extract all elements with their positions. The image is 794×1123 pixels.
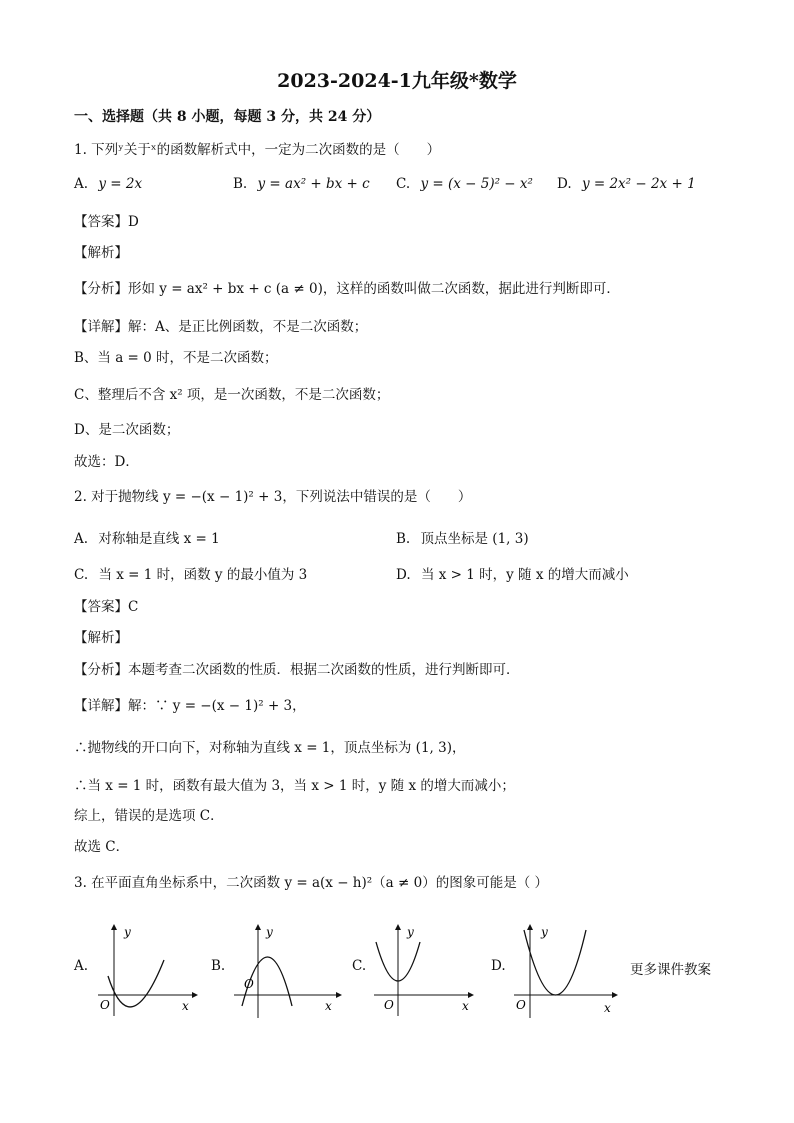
q1-detail-4: D、是二次函数； bbox=[74, 422, 180, 438]
q3-graph-a-letter: A. bbox=[74, 958, 89, 974]
origin-label: O bbox=[244, 977, 254, 991]
q1-answer: 【答案】D bbox=[74, 214, 139, 230]
q2-stem: 2. 对于抛物线 y = −(x − 1)² + 3，下列说法中错误的是（ ） bbox=[74, 489, 472, 505]
option-text: y = (x − 5)² − x² bbox=[420, 176, 533, 192]
option-text: 当 x > 1 时，y 随 x 的增大而减小 bbox=[420, 567, 629, 583]
option-text: 对称轴是直线 x = 1 bbox=[98, 531, 220, 547]
q3-graph-d bbox=[508, 920, 623, 1020]
q3-graph-c bbox=[370, 920, 480, 1020]
origin-label: O bbox=[384, 998, 394, 1012]
q1-stem: 1. 下列ʸ关于ˣ的函数解析式中，一定为二次函数的是（ ） bbox=[74, 142, 441, 158]
q2-detail-2: ∴抛物线的开口向下，对称轴为直线 x = 1，顶点坐标为 (1, 3)， bbox=[74, 740, 466, 756]
y-axis-arrow bbox=[527, 924, 533, 930]
q2-answer: 【答案】C bbox=[74, 599, 139, 615]
option-text: y = 2x² − 2x + 1 bbox=[581, 176, 696, 192]
x-axis-arrow bbox=[468, 992, 474, 998]
x-axis-arrow bbox=[612, 992, 618, 998]
q3-graph-b-letter: B. bbox=[211, 958, 226, 974]
option-text: y = 2x bbox=[98, 176, 143, 192]
y-axis-arrow bbox=[255, 924, 261, 930]
q3-graph-a bbox=[92, 920, 202, 1020]
q2-detail-4: 综上，错误的是选项 C． bbox=[74, 808, 224, 824]
q2-detail-3: ∴当 x = 1 时，函数有最大值为 3，当 x > 1 时，y 随 x 的增大而减小； bbox=[74, 778, 515, 794]
y-label: y bbox=[407, 925, 414, 939]
q2-analysis-label: 【解析】 bbox=[74, 630, 128, 646]
option-letter: C. bbox=[396, 176, 411, 192]
q1-option-b bbox=[233, 174, 370, 194]
q3-stem: 3. 在平面直角坐标系中，二次函数 y = a(x − h)²（a ≠ 0）的图象可能是（ ） bbox=[74, 875, 549, 891]
y-axis-arrow bbox=[111, 924, 117, 930]
y-axis-arrow bbox=[395, 924, 401, 930]
option-letter: B. bbox=[396, 531, 411, 547]
option-text: 顶点坐标是 (1, 3) bbox=[420, 531, 529, 547]
x-label: x bbox=[462, 999, 469, 1013]
q1-option-a bbox=[74, 174, 142, 194]
q2-option-c bbox=[74, 565, 307, 585]
option-text: y = ax² + bx + c bbox=[257, 176, 370, 192]
q1-detail-3: C、整理后不含 x² 项，是一次函数，不是二次函数； bbox=[74, 387, 390, 403]
q1-detail-5: 故选：D． bbox=[74, 454, 139, 470]
q1-detail-2: B、当 a = 0 时，不是二次函数； bbox=[74, 350, 278, 366]
q2-detail-5: 故选 C． bbox=[74, 839, 130, 855]
q1-analysis-label: 【解析】 bbox=[74, 245, 128, 261]
x-axis-arrow bbox=[336, 992, 342, 998]
q2-option-d bbox=[396, 565, 629, 585]
q3-graph-c-letter: C. bbox=[352, 958, 367, 974]
option-letter: C. bbox=[74, 567, 89, 583]
more-resources-link[interactable]: 更多课件教案 bbox=[630, 962, 711, 978]
x-label: x bbox=[325, 999, 332, 1013]
q2-option-b bbox=[396, 529, 529, 549]
y-label: y bbox=[266, 925, 273, 939]
q1-detail-1: 【详解】解：A、是正比例函数，不是二次函数； bbox=[74, 319, 368, 335]
option-letter: D. bbox=[396, 567, 411, 583]
q2-detail-1: 【详解】解：∵ y = −(x − 1)² + 3， bbox=[74, 698, 306, 714]
y-label: y bbox=[541, 925, 548, 939]
page-title: 2023-2024-1九年级*数学 bbox=[277, 70, 517, 92]
parabola-curve bbox=[108, 960, 164, 1007]
x-label: x bbox=[604, 1001, 611, 1015]
option-letter: D. bbox=[557, 176, 572, 192]
q3-graph-b bbox=[230, 920, 345, 1020]
q3-graph-d-letter: D. bbox=[491, 958, 506, 974]
option-letter: A. bbox=[74, 531, 89, 547]
option-letter: B. bbox=[233, 176, 248, 192]
parabola-curve bbox=[524, 930, 586, 995]
option-text: 当 x = 1 时，函数 y 的最小值为 3 bbox=[98, 567, 308, 583]
section-heading: 一、选择题（共 8 小题，每题 3 分，共 24 分） bbox=[74, 109, 381, 125]
y-label: y bbox=[124, 925, 131, 939]
origin-label: O bbox=[100, 998, 110, 1012]
origin-label: O bbox=[516, 998, 526, 1012]
q2-option-a bbox=[74, 529, 220, 549]
x-axis-arrow bbox=[192, 992, 198, 998]
q1-option-d bbox=[557, 174, 696, 194]
option-letter: A. bbox=[74, 176, 89, 192]
q1-option-c bbox=[396, 174, 533, 194]
q1-fenxi: 【分析】形如 y = ax² + bx + c (a ≠ 0)，这样的函数叫做二次函数，据此进行判断即可． bbox=[74, 281, 620, 297]
x-label: x bbox=[182, 999, 189, 1013]
q2-fenxi: 【分析】本题考查二次函数的性质．根据二次函数的性质，进行判断即可． bbox=[74, 662, 520, 678]
